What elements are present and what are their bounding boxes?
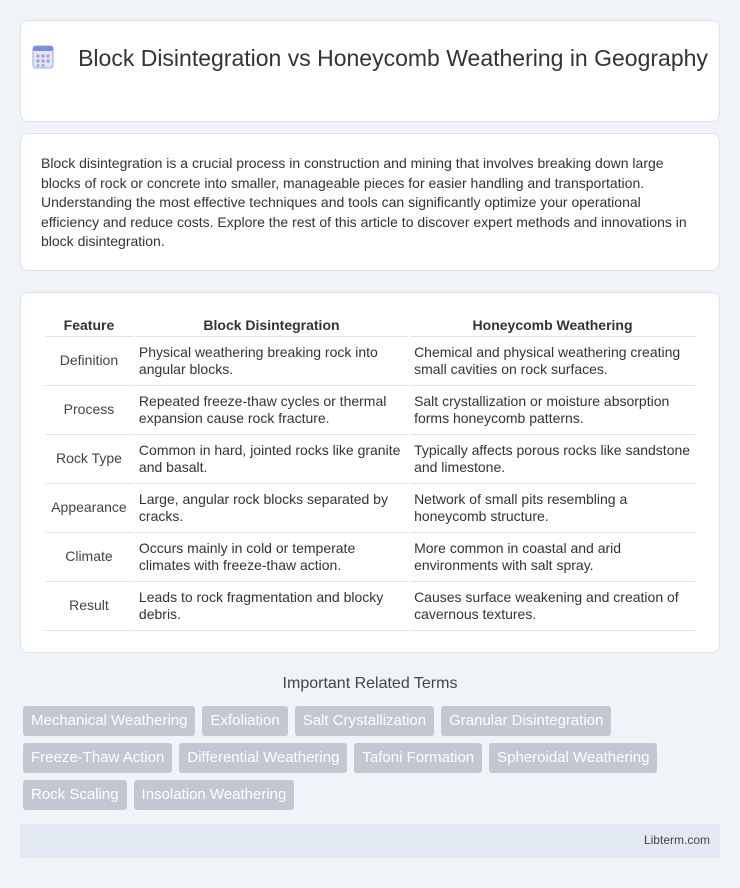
row-honeycomb-value: More common in coastal and arid environments with salt spray. — [410, 533, 695, 582]
tag-freeze-thaw-action[interactable]: Freeze-Thaw Action — [23, 743, 172, 773]
row-block-value: Leads to rock fragmentation and blocky debris. — [135, 582, 408, 631]
related-terms-list — [23, 706, 723, 810]
row-honeycomb-value: Network of small pits resembling a honeycomb structure. — [410, 484, 695, 533]
row-feature: Process — [45, 386, 133, 435]
table-row — [45, 435, 695, 484]
row-feature: Result — [45, 582, 133, 631]
row-honeycomb-value: Typically affects porous rocks like sandstone and limestone. — [410, 435, 695, 484]
footer-site-link[interactable]: Libterm.com — [643, 833, 710, 847]
tag-exfoliation[interactable]: Exfoliation — [202, 706, 287, 736]
tag-salt-crystallization[interactable]: Salt Crystallization — [295, 706, 434, 736]
tag-rock-scaling[interactable]: Rock Scaling — [23, 780, 127, 810]
intro-card — [20, 133, 720, 271]
header-honeycomb-weathering: Honeycomb Weathering — [410, 315, 695, 337]
page-title: Block Disintegration vs Honeycomb Weathering in Geography — [78, 45, 708, 71]
document-grid-icon — [32, 45, 54, 69]
row-honeycomb-value: Salt crystallization or moisture absorption forms honeycomb patterns. — [410, 386, 695, 435]
title-card — [20, 20, 720, 122]
row-honeycomb-value: Chemical and physical weathering creating small cavities on rock surfaces. — [410, 337, 695, 386]
comparison-card — [20, 292, 720, 653]
row-block-value: Physical weathering breaking rock into angular blocks. — [135, 337, 408, 386]
tag-mechanical-weathering[interactable]: Mechanical Weathering — [23, 706, 195, 736]
tag-spheroidal-weathering[interactable]: Spheroidal Weathering — [489, 743, 657, 773]
row-block-value: Large, angular rock blocks separated by cracks. — [135, 484, 408, 533]
comparison-table — [43, 315, 697, 631]
row-block-value: Occurs mainly in cold or temperate climates with freeze-thaw action. — [135, 533, 408, 582]
tag-granular-disintegration[interactable]: Granular Disintegration — [441, 706, 611, 736]
row-block-value: Repeated freeze-thaw cycles or thermal expansion cause rock fracture. — [135, 386, 408, 435]
header-block-disintegration: Block Disintegration — [135, 315, 408, 337]
row-block-value: Common in hard, jointed rocks like granite and basalt. — [135, 435, 408, 484]
row-feature: Definition — [45, 337, 133, 386]
page-title-wrap — [21, 43, 719, 73]
tag-tafoni-formation[interactable]: Tafoni Formation — [354, 743, 482, 773]
table-row — [45, 337, 695, 386]
table-header-row — [45, 315, 695, 337]
table-row — [45, 386, 695, 435]
tag-differential-weathering[interactable]: Differential Weathering — [179, 743, 347, 773]
table-row — [45, 533, 695, 582]
table-row — [45, 582, 695, 631]
header-feature: Feature — [45, 315, 133, 337]
row-feature: Appearance — [45, 484, 133, 533]
row-feature: Climate — [45, 533, 133, 582]
intro-paragraph: Block disintegration is a crucial process in construction and mining that involves breaking down large blocks of rock or concrete into smaller, manageable pieces for easier handling and transportation. Understanding the most effective techniques and tools can significantly optimize your operational efficiency and reduce costs. Explore the rest of this article to discover expert methods and innovations in block disintegration. — [41, 155, 687, 250]
row-honeycomb-value: Causes surface weakening and creation of cavernous textures. — [410, 582, 695, 631]
footer — [20, 824, 720, 858]
row-feature: Rock Type — [45, 435, 133, 484]
tag-insolation-weathering[interactable]: Insolation Weathering — [134, 780, 295, 810]
related-terms-title: Important Related Terms — [282, 675, 458, 692]
table-row — [45, 484, 695, 533]
